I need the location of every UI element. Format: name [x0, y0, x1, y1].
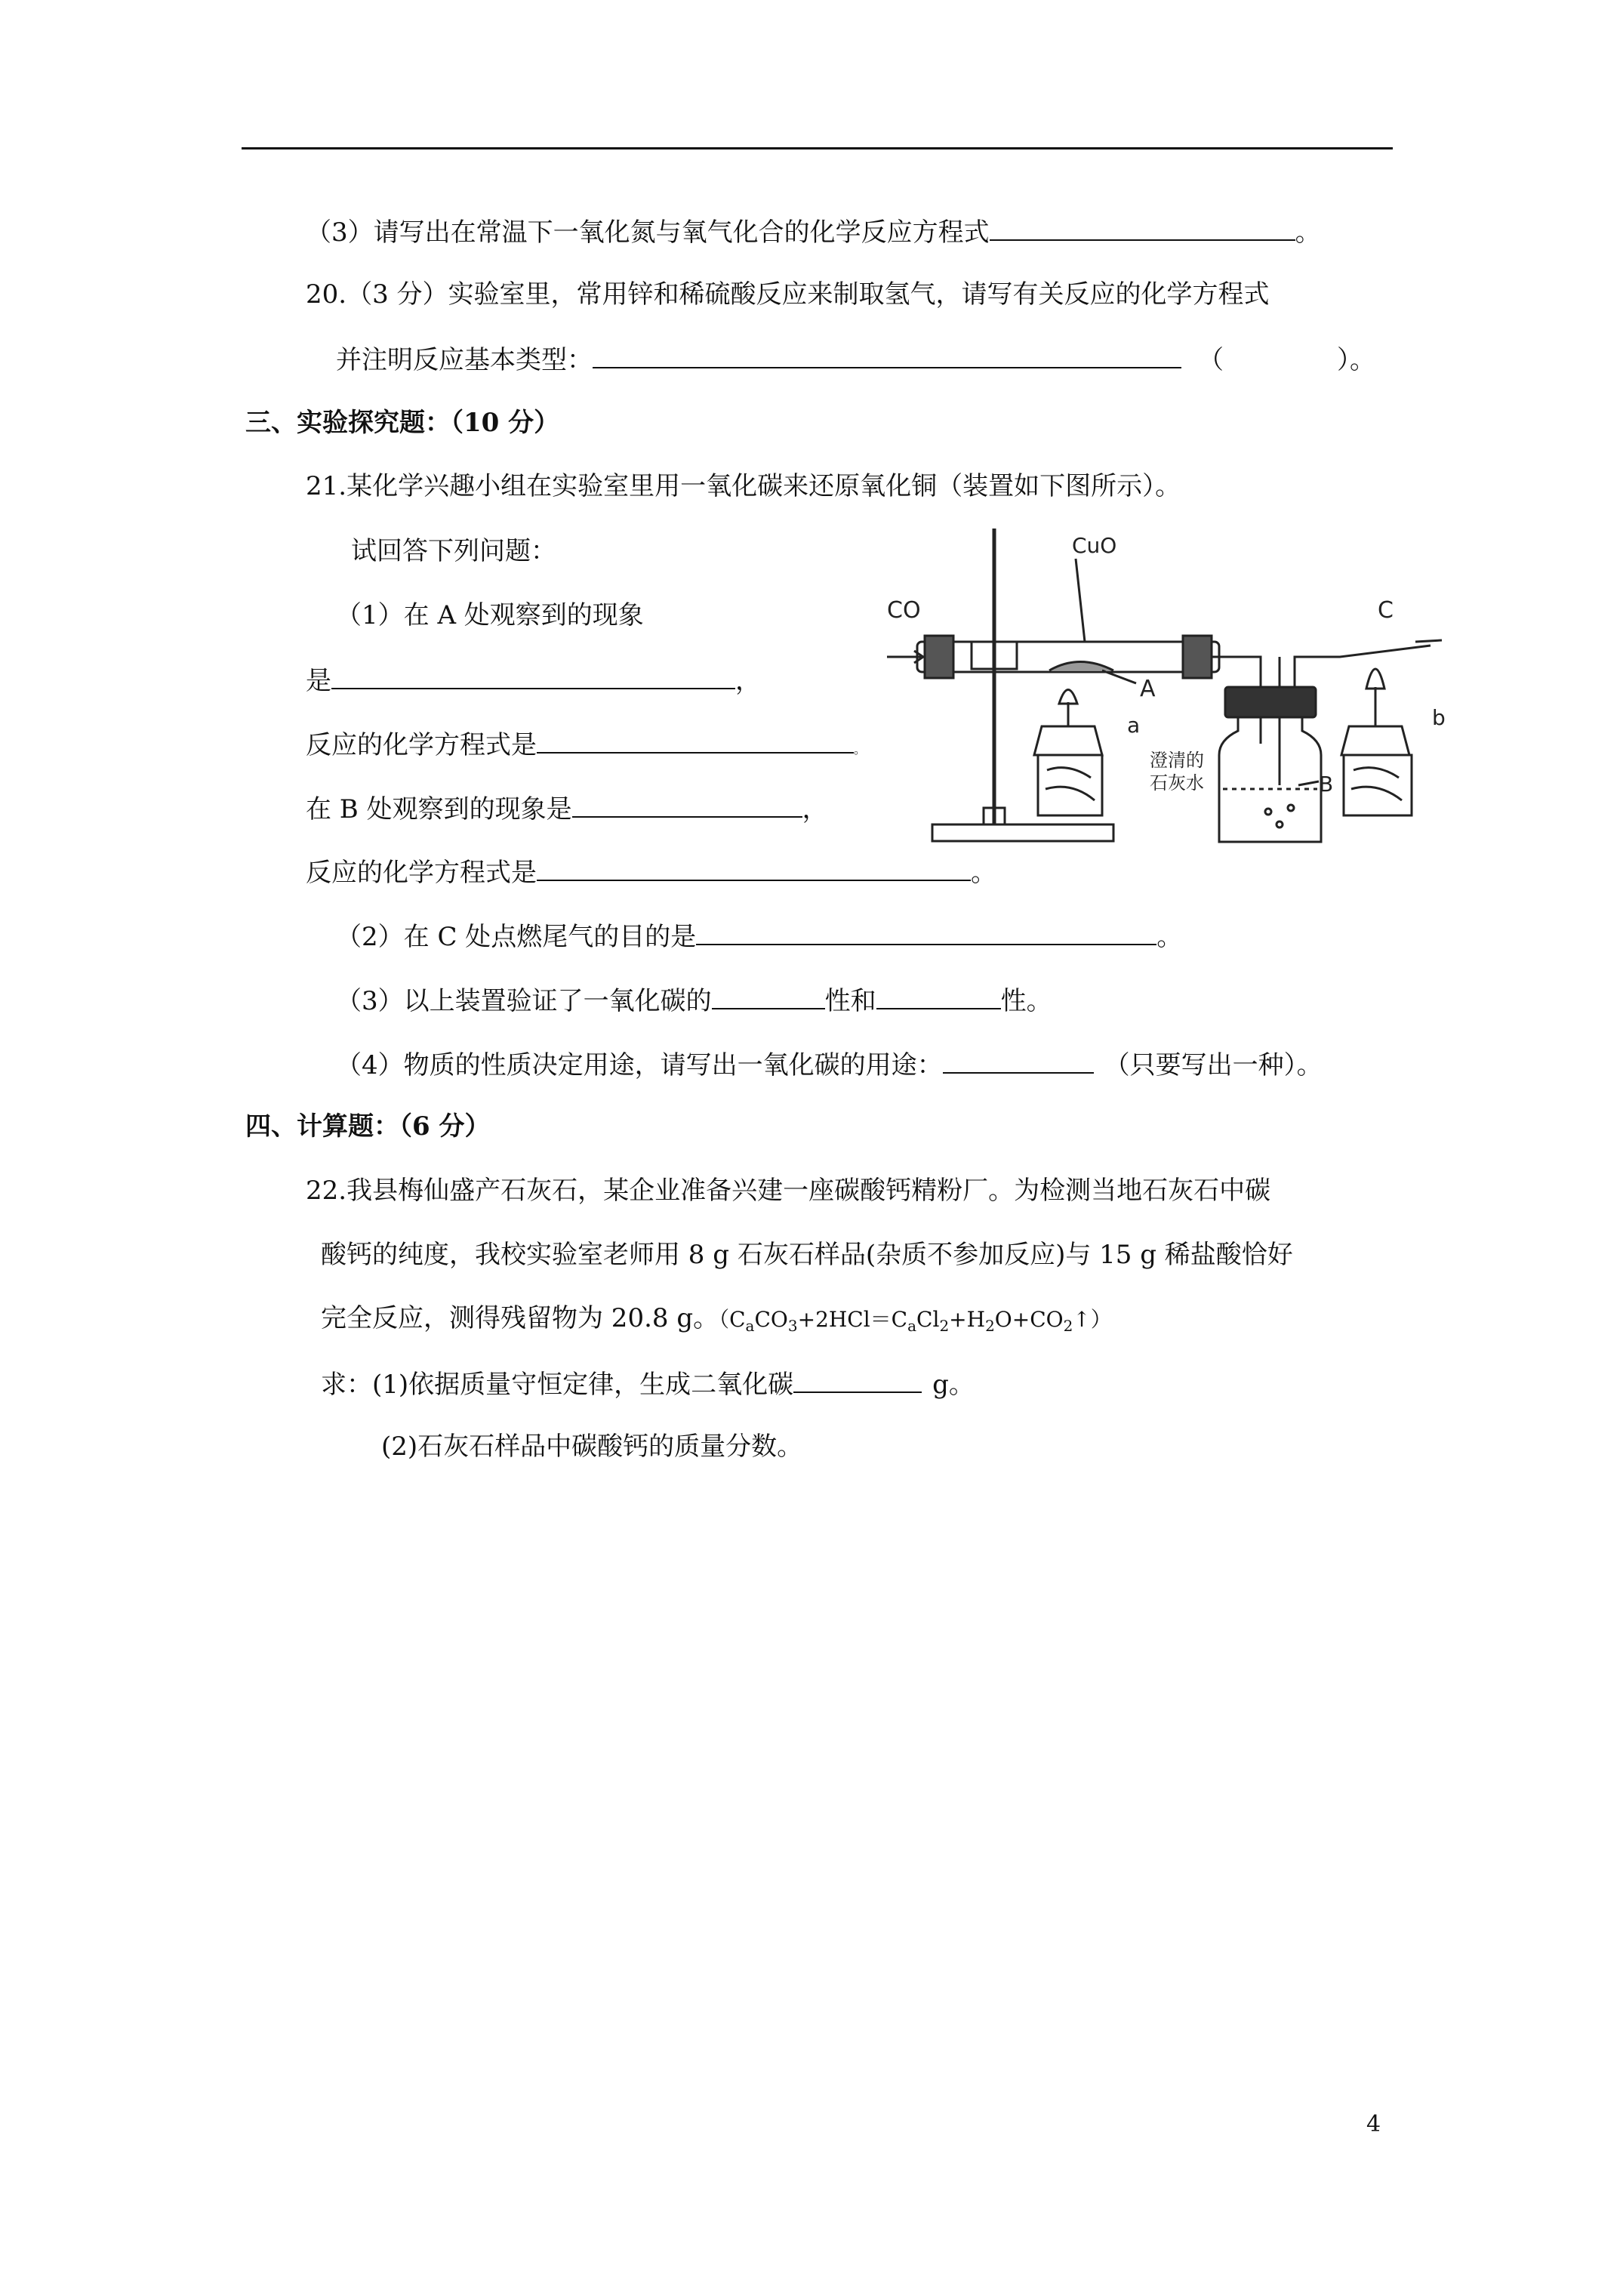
- cuo-powder: [1049, 662, 1113, 671]
- q21-p1-line2-prefix: 是: [306, 666, 331, 696]
- q21-p1-line5-suffix: 。: [971, 858, 996, 888]
- q22-line3: [321, 1302, 1112, 1342]
- q22-ask1: [321, 1366, 975, 1401]
- gas-washing-bottle: [1219, 717, 1321, 842]
- co2-mass-blank[interactable]: [793, 1366, 922, 1393]
- answer-blank[interactable]: [331, 662, 735, 689]
- right-stopper: [1183, 636, 1212, 678]
- q21-p1-line2-suffix: ，: [735, 666, 761, 696]
- q21-p2: [336, 918, 1182, 954]
- q21-p1-line2: [306, 662, 761, 698]
- flame-b: [1366, 669, 1384, 689]
- wood-block-b: [1344, 755, 1412, 815]
- q21-prompt: 试回答下列问题：: [351, 536, 556, 566]
- q21-p3-prefix: （3）以上装置验证了一氧化碳的: [336, 986, 712, 1016]
- label-b-lower: B: [1319, 772, 1334, 797]
- q22-line3-text: 完全反应，测得残留物为 20.8 g。: [321, 1303, 719, 1333]
- q21-p3-middle: 性和: [824, 986, 876, 1016]
- label-c: C: [1378, 597, 1394, 624]
- page-number: 4: [1366, 2111, 1381, 2137]
- label-b-upper: b: [1432, 705, 1446, 730]
- answer-blank[interactable]: [990, 214, 1295, 241]
- bubble: [1277, 821, 1283, 827]
- header-rule: [242, 147, 1393, 149]
- bottle-stopper: [1225, 687, 1316, 717]
- label-limewater-2: 石灰水: [1150, 772, 1204, 794]
- q21-p1-line1: （1）在 A 处观察到的现象: [336, 600, 644, 630]
- bubble: [1265, 809, 1271, 815]
- q21-p3: [336, 982, 1052, 1018]
- label-a-lower: a: [1127, 713, 1141, 738]
- q21-p1-line3-prefix: 反应的化学方程式是: [306, 730, 537, 760]
- q21-p4-prefix: （4）物质的性质决定用途，请写出一氧化碳的用途：: [336, 1050, 943, 1080]
- q20-line2-text: 并注明反应基本类型：: [336, 345, 593, 375]
- q21-p1-line4-prefix: 在 B 处观察到的现象是: [306, 794, 572, 824]
- label-leader-b: [1298, 781, 1319, 785]
- answer-blank[interactable]: [572, 791, 802, 818]
- flame-a: [1059, 690, 1077, 704]
- q21-intro: 21.某化学兴趣小组在实验室里用一氧化碳来还原氧化铜（装置如下图所示）。: [306, 471, 1181, 501]
- q21-p4: [336, 1046, 1323, 1082]
- q19-part3-text: （3）请写出在常温下一氧化氮与氧气化合的化学反应方程式: [306, 217, 990, 248]
- bubble: [1288, 805, 1294, 811]
- q21-p1-line4: [306, 791, 828, 826]
- q22-line2: 酸钙的纯度，我校实验室老师用 8 g 石灰石样品(杂质不参加反应)与 15 g 稀盐酸恰好: [321, 1240, 1293, 1270]
- wood-block-a: [1038, 755, 1102, 815]
- answer-blank[interactable]: [876, 982, 1001, 1009]
- flame-arrow: [1415, 640, 1442, 642]
- label-leader-cuo: [1076, 559, 1085, 642]
- q21-p1-line5-prefix: 反应的化学方程式是: [306, 858, 537, 888]
- section3-title: 三、实验探究题：（10 分）: [245, 408, 560, 438]
- q21-p2-suffix: 。: [1156, 922, 1183, 952]
- label-cuo: CuO: [1072, 533, 1117, 558]
- wood-grain-b: [1351, 768, 1402, 800]
- answer-blank[interactable]: [537, 726, 854, 754]
- burner-b: [1341, 726, 1409, 755]
- q20-line1: 20.（3 分）实验室里，常用锌和稀硫酸反应来制取氢气，请写有关反应的化学方程式: [306, 279, 1270, 310]
- chemical-equation: $(C_aCO_3+2HCl=C_aCl_2+H_2O+CO_2↑)$: [719, 1307, 1112, 1335]
- exhaust-tube: [1295, 646, 1431, 687]
- left-stopper: [925, 636, 953, 678]
- paren-close: ）。: [1337, 345, 1375, 375]
- label-a-upper: A: [1140, 676, 1156, 702]
- q21-p4-suffix: （只要写出一种）。: [1104, 1050, 1323, 1080]
- q19-part3: [306, 214, 1321, 249]
- q22-ask2: (2)石灰石样品中碳酸钙的质量分数。: [381, 1432, 803, 1462]
- section4-title: 四、计算题：（6 分）: [245, 1111, 491, 1142]
- burner-a: [1034, 726, 1102, 755]
- label-limewater-1: 澄清的: [1150, 750, 1204, 771]
- q22-ask1-prefix: 求：(1)依据质量守恒定律，生成二氧化碳: [321, 1370, 794, 1400]
- q21-p1-line3-suffix: 。: [854, 742, 867, 757]
- q21-p3-suffix: 性。: [1000, 986, 1052, 1016]
- answer-blank[interactable]: [696, 918, 1156, 945]
- answer-blank[interactable]: [712, 982, 825, 1009]
- answer-blank[interactable]: [943, 1046, 1094, 1074]
- answer-blank[interactable]: [593, 341, 1181, 368]
- q21-p2-prefix: （2）在 C 处点燃尾气的目的是: [336, 922, 697, 952]
- q21-p1-line4-suffix: ，: [802, 794, 828, 824]
- label-co: CO: [887, 597, 921, 624]
- q22-ask1-suffix: g。: [932, 1370, 975, 1400]
- q21-p1-line3: [306, 726, 866, 766]
- q22-line1: 22.我县梅仙盛产石灰石，某企业准备兴建一座碳酸钙精粉厂。为检测当地石灰石中碳: [306, 1176, 1271, 1206]
- co-reduction-apparatus-figure: [887, 529, 1449, 861]
- paren-open: （: [1198, 345, 1224, 375]
- q19-part3-end: 。: [1295, 217, 1321, 248]
- q20-line2: [336, 341, 1375, 377]
- wood-grain-a: [1046, 768, 1095, 800]
- stand-base: [932, 824, 1113, 841]
